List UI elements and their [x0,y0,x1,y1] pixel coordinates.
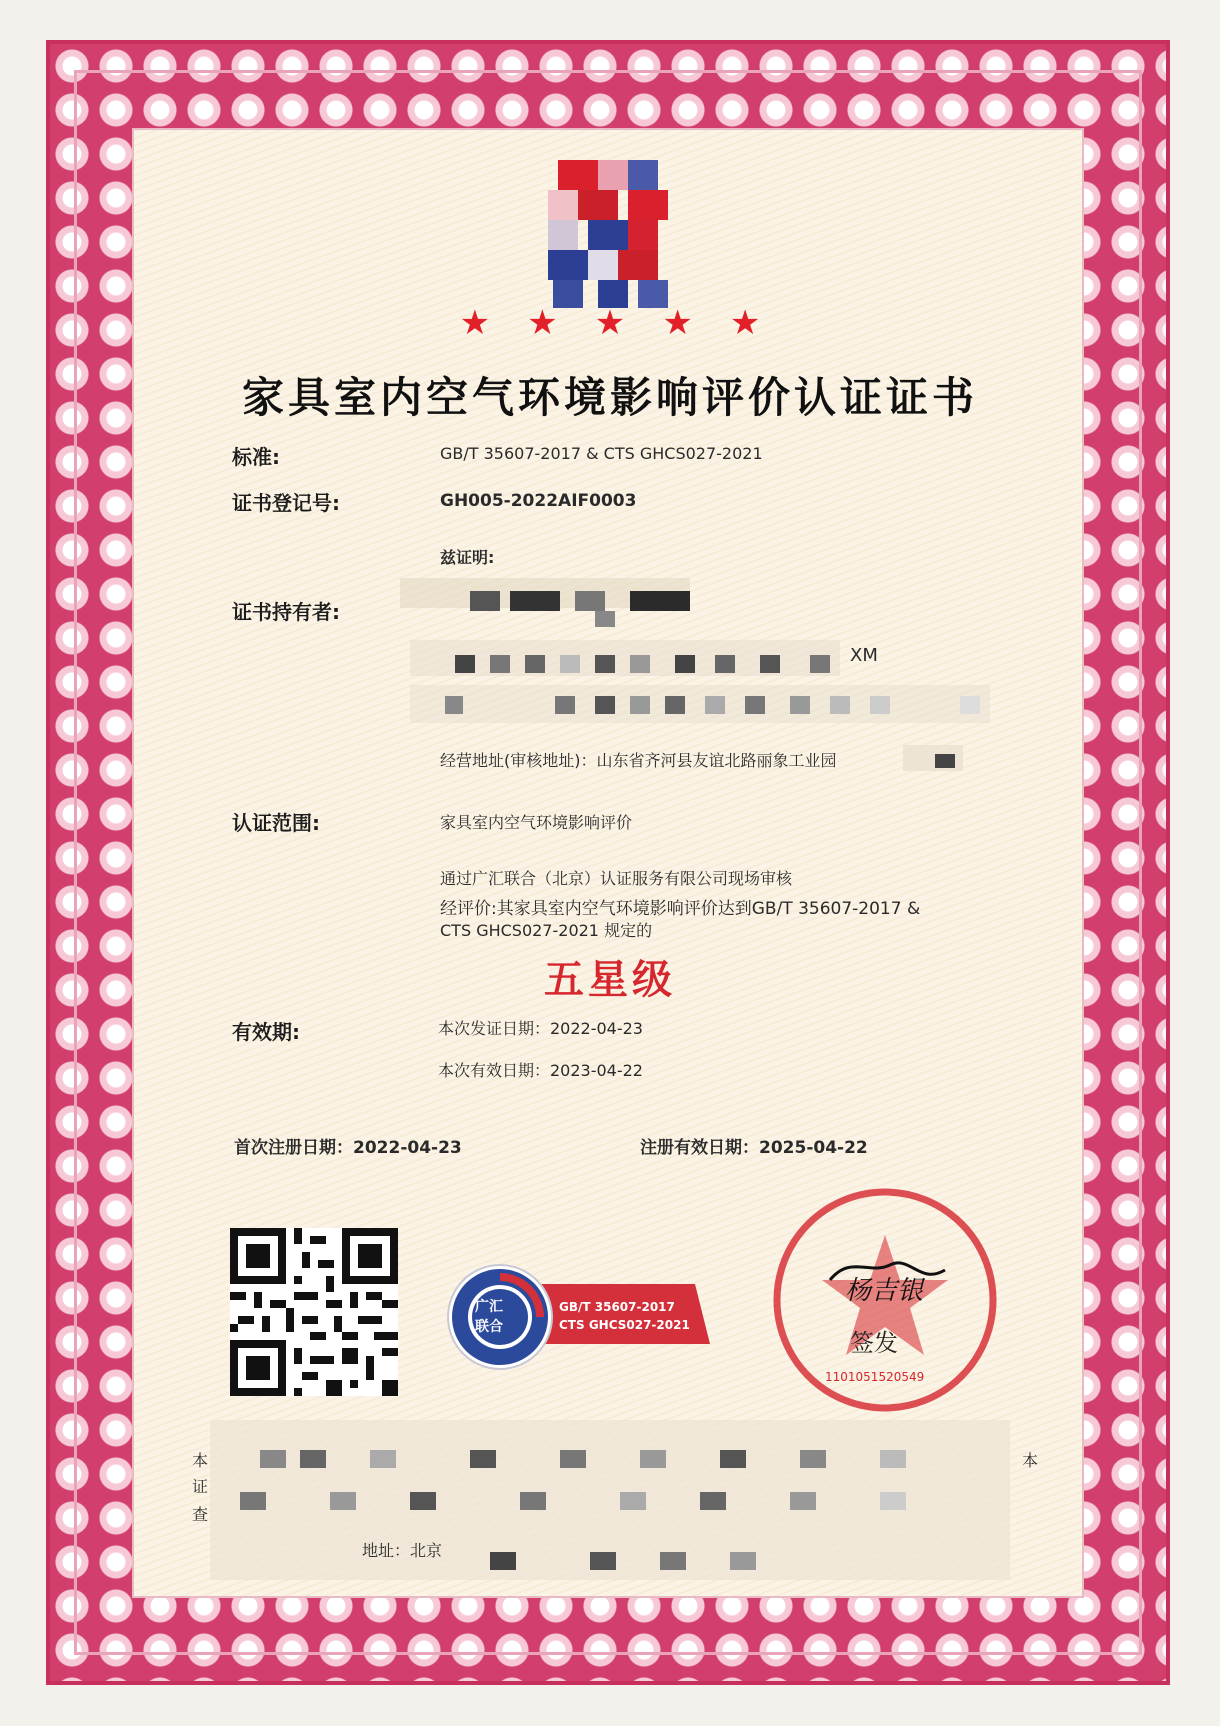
scope-label: 认证范围: [232,811,320,835]
official-seal [770,1185,1000,1415]
standard-value: GB/T 35607-2017 & CTS GHCS027-2021 [440,444,763,463]
validity-label: 有效期: [232,1020,300,1044]
scope-value: 家具室内空气环境影响评价 [440,813,633,832]
audit-line-2: 经评价:其家具室内空气环境影响评价达到GB/T 35607-2017 & [440,899,921,919]
pixelated-logo [548,160,678,310]
qr-code [230,1228,398,1396]
footer-fragment-right: 本 [1022,1451,1039,1470]
badge-center-line-1: 广汇 [475,1299,503,1315]
first-registration-date: 首次注册日期：2022-04-23 [234,1138,462,1158]
footer-fragment-3: 查 [192,1505,209,1524]
star-icon: ★ [594,303,626,343]
star-icon: ★ [729,303,761,343]
footer-address: 地址：北京 [362,1541,443,1560]
badge-standard-1: GB/T 35607-2017 [559,1300,675,1314]
registration-valid-date: 注册有效日期：2025-04-22 [640,1138,868,1158]
valid-date: 本次有效日期：2023-04-22 [438,1061,643,1080]
certification-badge [445,1262,715,1372]
footer-fragment-1: 本 [192,1451,209,1470]
badge-center-line-2: 联合 [475,1319,503,1335]
reg-no-value: GH005-2022AIF0003 [440,491,637,511]
rating-level: 五星级 [544,957,676,1003]
star-icon: ★ [459,303,491,343]
reg-no-label: 证书登记号: [232,491,340,515]
footer-fragment-2: 证 [192,1477,209,1496]
star-icon: ★ [662,303,693,343]
badge-standard-2: CTS GHCS027-2021 [559,1318,690,1332]
holder-label: 证书持有者: [232,600,340,624]
audit-line-1: 通过广汇联合（北京）认证服务有限公司现场审核 [440,869,793,888]
holder-suffix: XM [850,645,878,666]
issue-mark: 签发 [850,1329,898,1357]
audit-line-3: CTS GHCS027-2021 规定的 [440,921,653,940]
star-icon: ★ [527,303,558,343]
certify-text: 兹证明: [440,548,495,567]
five-stars [0,303,1220,343]
address-line: 经营地址(审核地址)：山东省齐河县友谊北路丽象工业园 [440,751,837,770]
seal-code: 1101051520549 [825,1370,925,1384]
standard-label: 标准: [232,445,280,469]
signature: 杨吉银 [845,1276,924,1306]
issue-date: 本次发证日期：2022-04-23 [438,1019,643,1038]
certificate-title: 家具室内空气环境影响评价认证证书 [241,373,978,422]
